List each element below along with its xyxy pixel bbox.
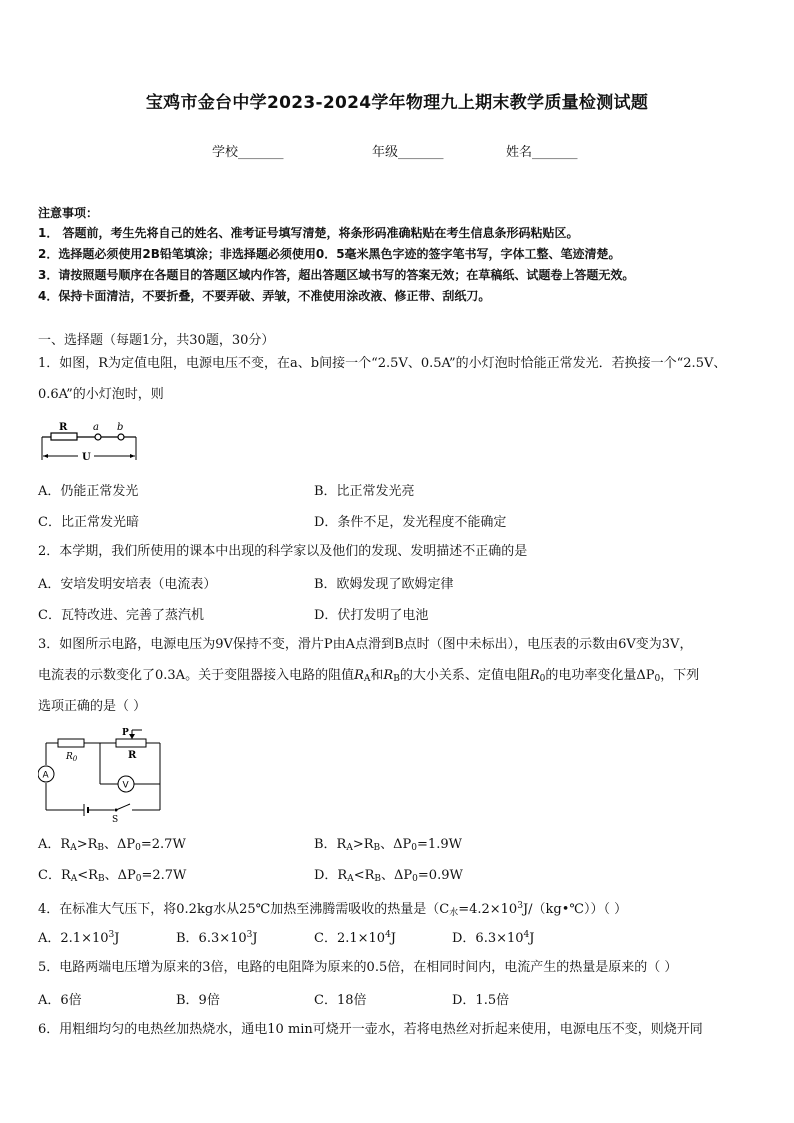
q3-stem-line1: 3．如图所示电路，电源电压为9V保持不变，滑片P由A点滑到B点时（图中未标出），电压表的示数由6V变为3V，: [38, 637, 693, 652]
q1-stem-line2: 0.6A”的小灯泡时，则: [38, 387, 164, 402]
q3-option-a: A．$R_A>R_B$、$\Delta P_0=2.7W$: [38, 837, 186, 853]
q5-option-d: D．1.5倍: [452, 993, 510, 1008]
ammeter-label: A: [42, 770, 49, 781]
q1-label-a: a: [93, 422, 99, 433]
notice-heading: 注意事项：: [38, 206, 99, 220]
switch-label: S: [112, 815, 119, 822]
notice-item-3: 3．请按照题号顺序在各题目的答题区域内作答，超出答题区域书写的答案无效；在草稿纸、试题卷上答题无效。: [38, 268, 635, 282]
slider-label: P: [122, 728, 129, 738]
rheostat-label: R: [128, 750, 137, 761]
q2-option-b: B．欧姆发现了欧姆定律: [314, 577, 454, 592]
q5-option-a: A．6倍: [38, 993, 82, 1008]
q1-circuit-diagram: [38, 418, 148, 464]
notice-item-4: 4．保持卡面清洁，不要折叠，不要弄破、弄皱，不准使用涂改液、修正带、刮纸刀。: [38, 289, 491, 303]
q3-option-d: D．$R_A<R_B$、$\Delta P_0=0.9W$: [314, 868, 463, 884]
q3-circuit-diagram: [38, 726, 168, 822]
q5-option-c: C．18倍: [314, 993, 367, 1008]
q5-stem: 5．电路两端电压增为原来的3倍，电路的电阻降为原来的0.5倍，在相同时间内，电流产生的热量是原来的（ ）: [38, 960, 678, 975]
q2-option-d: D．伏打发明了电池: [314, 608, 429, 623]
grade-field: 年级_______: [372, 145, 444, 160]
school-field: 学校_______: [212, 145, 284, 160]
q3-option-c: C．$R_A<R_B$、$\Delta P_0=2.7W$: [38, 868, 187, 884]
page-title: 宝鸡市金台中学2023-2024学年物理九上期末教学质量检测试题: [145, 93, 649, 113]
q2-option-c: C．瓦特改进、完善了蒸汽机: [38, 608, 204, 623]
q4-option-b: B．$6.3\times 10^3J$: [176, 930, 258, 946]
q4-option-d: D．$6.3\times 10^4J$: [452, 930, 535, 946]
name-field: 姓名_______: [506, 145, 578, 160]
section-heading: 一、选择题（每题1分，共30题，30分）: [38, 333, 275, 348]
q1-option-d: D．条件不足，发光程度不能确定: [314, 515, 507, 530]
q2-stem: 2．本学期，我们所使用的课本中出现的科学家以及他们的发现、发明描述不正确的是: [38, 544, 528, 559]
q2-option-a: A．安培发明安培表（电流表）: [38, 577, 217, 592]
q5-option-b: B．9倍: [176, 993, 220, 1008]
r0-label: $R_0$: [66, 752, 78, 763]
q1-label-r: R: [59, 422, 68, 433]
q1-option-a: A．仍能正常发光: [38, 484, 139, 499]
q1-label-u: U: [82, 452, 91, 463]
notice-item-1: 1． 答题前，考生先将自己的姓名、准考证号填写清楚，将条形码准确粘贴在考生信息条形码粘贴区。: [38, 226, 579, 240]
q3-stem-line2: 电流表的示数变化了0.3A。关于变阻器接入电路的阻值$R_A$和$R_B$的大小关系、定值电阻$R_0$的电功率变化量$\Delta P_0$，下列: [38, 668, 700, 684]
q6-stem: 6．用粗细均匀的电热丝加热烧水，通电10 min可烧开一壶水，若将电热丝对折起来使用，电源电压不变，则烧开同: [38, 1022, 703, 1037]
q4-stem: 4．在标准大气压下，将0.2kg水从25℃加热至沸腾需吸收的热量是$(C_水=4.2\times 10^3J/(kg•℃))$（ ）: [38, 901, 628, 918]
q3-option-b: B．$R_A>R_B$、$\Delta P_0=1.9W$: [314, 837, 462, 853]
q3-stem-line3: 选项正确的是（ ）: [38, 699, 147, 714]
voltmeter-label: V: [122, 780, 129, 791]
notice-item-2: 2．选择题必须使用2B铅笔填涂；非选择题必须使用0．5毫米黑色字迹的签字笔书写，字体工整、笔迹清楚。: [38, 247, 621, 261]
q1-stem-line1: 1．如图，R为定值电阻，电源电压不变，在a、b间接一个“2.5V、0.5A”的小灯泡时恰能正常发光．若换接一个“2.5V、: [38, 356, 727, 371]
q1-option-b: B．比正常发光亮: [314, 484, 415, 499]
q1-option-c: C．比正常发光暗: [38, 515, 139, 530]
q4-option-a: A．$2.1\times 10^3J$: [38, 930, 120, 946]
q4-option-c: C．$2.1\times 10^4J$: [314, 930, 397, 946]
q1-label-b: b: [117, 422, 124, 433]
